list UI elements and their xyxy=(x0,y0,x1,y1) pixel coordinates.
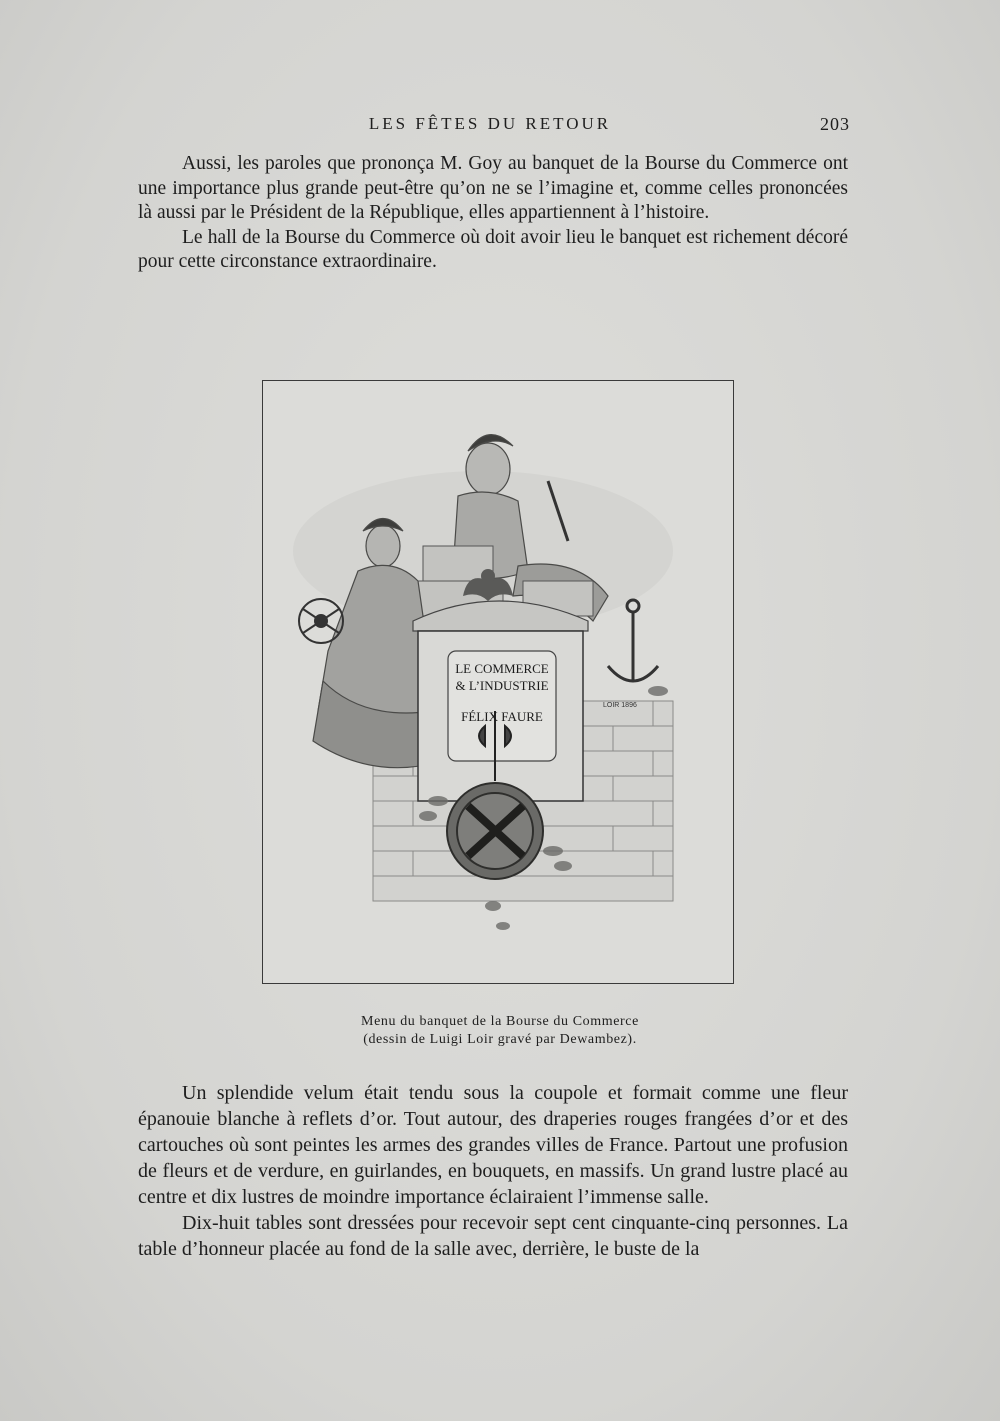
paragraph: Un splendide velum était tendu sous la coupole et formait comme une fleur épanouie blanche à reflets d’or. Tout autour, des draperies rouges frangées d’or et des cartouches où sont peintes les armes des grandes villes de France. Partout une profusion de fleurs et de verdure, en guirlandes, en bouquets, en massifs. Un grand lustre placé au centre et dix lustres de moindre importance éclairaient l’immense salle. xyxy=(138,1082,848,1208)
wheel xyxy=(299,599,343,643)
running-title: LES FÊTES DU RETOUR xyxy=(368,114,612,133)
anchor xyxy=(608,600,658,681)
running-head xyxy=(140,112,850,138)
top-text-block xyxy=(138,152,848,275)
paragraph: Aussi, les paroles que prononça M. Goy au banquet de la Bourse du Commerce ont une importance plus grande peut-être qu’on ne se l’imagine et, comme celles prononcées là aussi par le Président de la République, elles appartiennent à l’histoire. xyxy=(138,153,848,223)
caption-line-1: Menu du banquet de la Bourse du Commerce xyxy=(361,1014,639,1029)
round-shield xyxy=(447,783,543,879)
plaque-line-1: LE COMMERCE xyxy=(455,661,549,676)
caption-line-2: (dessin de Luigi Loir gravé par Dewambez). xyxy=(363,1032,637,1047)
bottom-text-block xyxy=(138,1080,848,1262)
engraving-drawing xyxy=(263,381,733,983)
plaque-line-3: FÉLIX FAURE xyxy=(461,709,543,724)
page-number: 203 xyxy=(820,114,850,134)
paragraph: Dix-huit tables sont dressées pour recevoir sept cent cinquante-cinq personnes. La table d’honneur placée au fond de la salle avec, derrière, le buste de la xyxy=(138,1212,848,1260)
plaque-line-2: & L’INDUSTRIE xyxy=(455,678,549,693)
paragraph: Le hall de la Bourse du Commerce où doit avoir lieu le banquet est richement décoré pour cette circonstance extraordinaire. xyxy=(138,226,848,272)
menu-illustration xyxy=(262,380,734,984)
artist-signature: LOIR 1896 xyxy=(603,702,637,709)
